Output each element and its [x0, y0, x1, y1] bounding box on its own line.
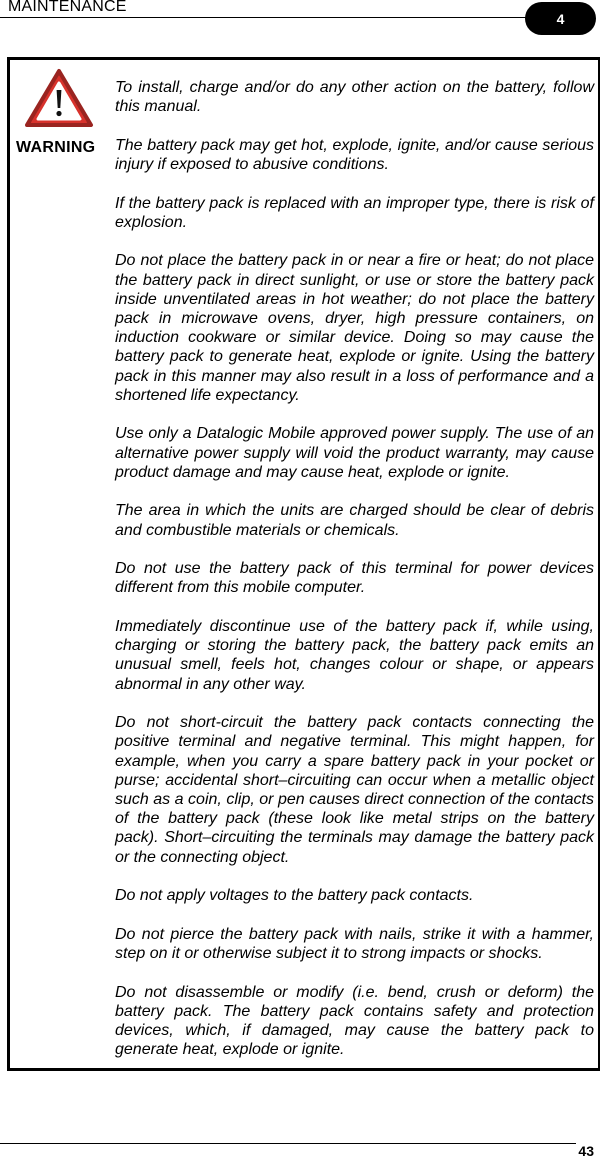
- warning-text: [115, 78, 594, 1059]
- warning-label: WARNING: [16, 139, 96, 156]
- warning-paragraph: Use only a Datalogic Mobile approved power supply. The use of an alternative power supply will void the product warranty, may cause product damage and may cause heat, explode or ignite.: [115, 425, 594, 481]
- warning-paragraph: The battery pack may get hot, explode, ignite, and/or cause serious injury if exposed to abusive conditions.: [115, 136, 594, 173]
- warning-paragraph: Do not place the battery pack in or near a fire or heat; do not place the battery pack in direct sunlight, or use or store the battery pack inside unventilated areas in hot weather; do not place the battery pack in microwave ovens, dryer, high pressure containers, on induction cookware or similar device. Doing so may cause the battery pack to generate heat, explode or ignite. Using the battery pack in this manner may also result in a loss of performance and a shortened life expectancy.: [115, 252, 594, 404]
- warning-box: [7, 57, 600, 1071]
- page-number: 43: [578, 1143, 594, 1159]
- warning-paragraph: Do not pierce the battery pack with nails, strike it with a hammer, step on it or otherwise subject it to strong impacts or shocks.: [115, 925, 594, 963]
- footer-rule: [0, 1143, 576, 1144]
- warning-paragraph: Do not short-circuit the battery pack contacts connecting the positive terminal and negative terminal. This might happen, for example, when you carry a spare battery pack in your pocket or purse; accidental short–circuiting can occur when a metallic object such as a coin, clip, or pen causes direct connection of the contacts of the battery pack (these look like metal strips on the battery pack). Short–circuiting the terminals may damage the battery pack or the connecting object.: [115, 714, 594, 866]
- warning-paragraph: If the battery pack is replaced with an improper type, there is risk of explosion.: [115, 194, 594, 231]
- warning-paragraph: The area in which the units are charged should be clear of debris and combustible materials or chemicals.: [115, 502, 594, 539]
- warning-paragraph: Do not disassemble or modify (i.e. bend, crush or deform) the battery pack. The battery pack contains safety and protection devices, which, if damaged, may cause the battery pack to generate heat, explode or ignite.: [115, 983, 594, 1059]
- section-title: MAINTENANCE: [8, 0, 127, 15]
- chapter-badge: [525, 2, 596, 35]
- header-rule: [0, 17, 530, 18]
- chapter-number: 4: [556, 10, 565, 27]
- warning-triangle-icon: [24, 68, 94, 128]
- warning-paragraph: Do not use the battery pack of this terminal for power devices different from this mobile computer.: [115, 560, 594, 597]
- warning-paragraph: Do not apply voltages to the battery pack contacts.: [115, 887, 474, 905]
- warning-paragraph: Immediately discontinue use of the battery pack if, while using, charging or storing the battery pack, the battery pack emits an unusual smell, feels hot, changes colour or shape, or appears abnormal in any other way.: [115, 618, 594, 693]
- warning-paragraph: To install, charge and/or do any other action on the battery, follow this manual.: [115, 79, 594, 116]
